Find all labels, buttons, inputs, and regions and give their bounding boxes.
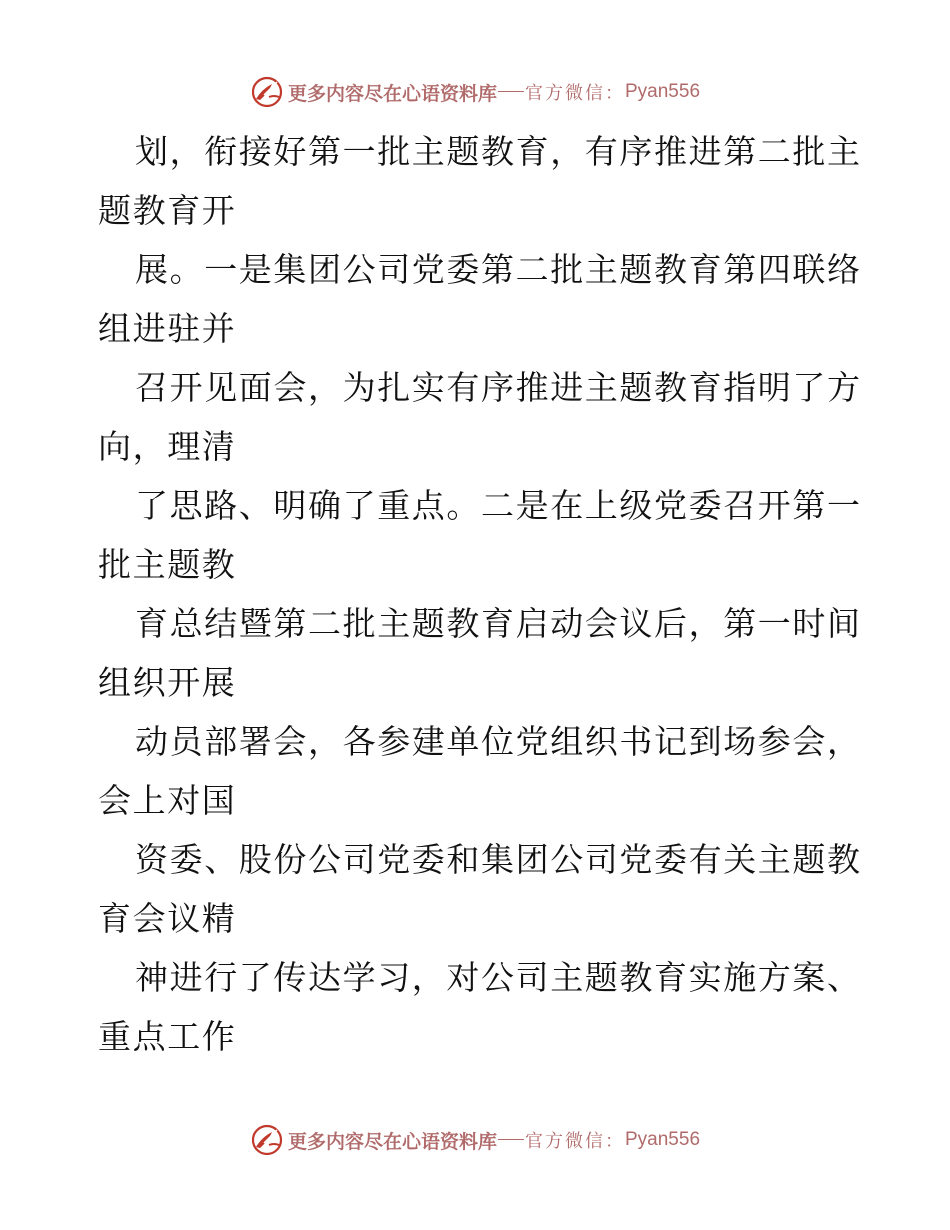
body-line: 资委、股份公司党委和集团公司党委有关主题教 xyxy=(135,840,862,879)
body-line: 向，理清 xyxy=(98,427,237,466)
banner-wechat-id: Pyan556 xyxy=(625,1129,701,1150)
header-banner xyxy=(0,72,950,112)
banner-separator xyxy=(498,91,524,92)
body-line: 动员部署会，各参建单位党组织书记到场参会， xyxy=(135,722,862,761)
body-line: 神进行了传达学习，对公司主题教育实施方案、 xyxy=(135,958,862,997)
banner-wechat-label: 官方微信： xyxy=(525,83,625,104)
banner-separator xyxy=(498,1139,524,1140)
banner-wechat-label: 官方微信： xyxy=(525,1131,625,1152)
body-line: 组进驻并 xyxy=(98,309,237,348)
body-line: 会上对国 xyxy=(98,781,237,820)
banner-site-name: 更多内容尽在心语资料库 xyxy=(287,82,497,105)
body-line: 了思路、明确了重点。二是在上级党委召开第一 xyxy=(135,486,862,525)
pen-nib-logo-icon xyxy=(250,75,284,109)
footer-banner xyxy=(0,1120,950,1160)
banner-site-name: 更多内容尽在心语资料库 xyxy=(287,1130,497,1153)
body-line: 展。一是集团公司党委第二批主题教育第四联络 xyxy=(135,250,862,289)
body-line: 题教育开 xyxy=(98,191,237,230)
body-line: 育会议精 xyxy=(98,899,237,938)
body-line: 组织开展 xyxy=(98,663,237,702)
body-line: 育总结暨第二批主题教育启动会议后，第一时间 xyxy=(135,604,862,643)
pen-nib-logo-icon xyxy=(250,1123,284,1157)
document-body xyxy=(98,122,862,1066)
body-line: 划，衔接好第一批主题教育，有序推进第二批主 xyxy=(135,132,862,171)
body-line: 召开见面会，为扎实有序推进主题教育指明了方 xyxy=(135,368,862,407)
body-line: 批主题教 xyxy=(98,545,237,584)
body-line: 重点工作 xyxy=(98,1017,237,1056)
banner-wechat-id: Pyan556 xyxy=(625,81,701,102)
